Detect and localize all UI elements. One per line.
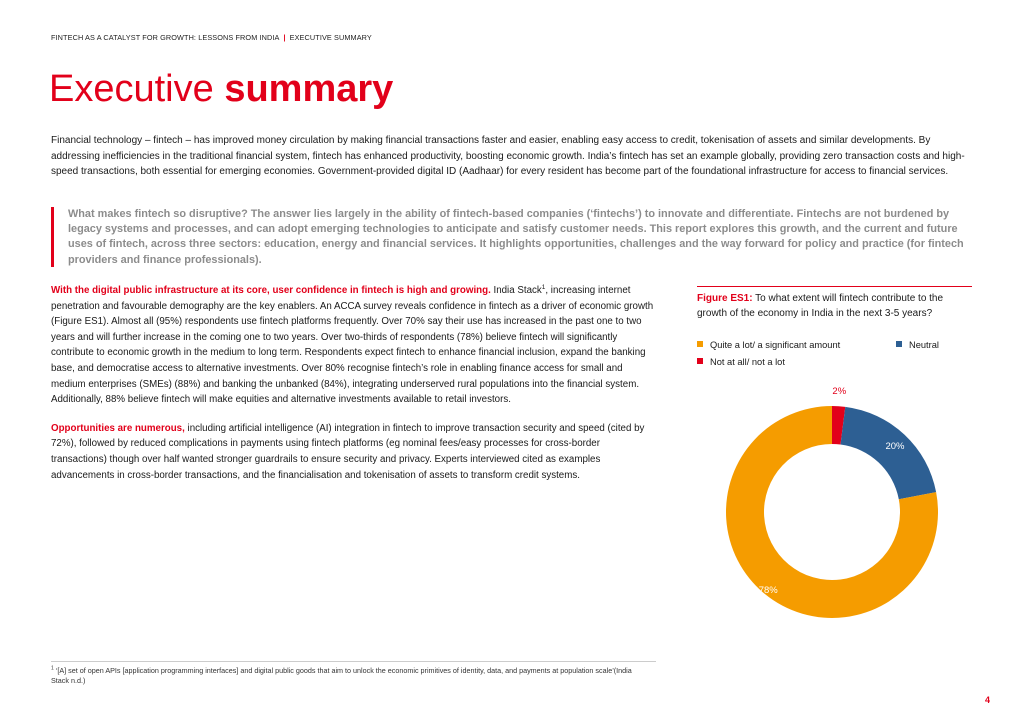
paragraph-2-lead: Opportunities are numerous,: [51, 422, 185, 434]
pull-quote-text: What makes fintech so disruptive? The answer lies largely in the ability of fintech-based companies (‘fintechs’) to innovate and differentiate. Fintechs are not burdened by legacy systems and processes, and can adopt emerging technologies to anticipate and satisfy customer needs. This report explores this growth, and the current and future uses of fintech, across three sectors: education, energy and financial services. It highlights opportunities, challenges and the way forward for policy and practice (for fintech providers and finance professionals).: [68, 208, 964, 266]
footnote-marker: 1: [51, 665, 54, 672]
legend-item-significant: [697, 339, 840, 351]
header-separator: |: [283, 33, 286, 42]
legend-swatch: [697, 358, 703, 364]
figure-label: Figure ES1:: [697, 293, 753, 304]
intro-paragraph: Financial technology – fintech – has improved money circulation by making financial transactions faster and easier, enabling easy access to credit, tokenisation of assets and similar developments. By addressing inefficiencies in the traditional financial system, fintech has enhanced productivity, boosting economic growth. India’s fintech has set an example globally, providing zero transaction costs and high-speed transactions, both essential for emerging economies. Government-provided digital ID (Aadhaar) for every resident has become part of the foundational infrastructure for access to financial services.: [51, 135, 965, 178]
legend-item-neutral: [896, 339, 939, 351]
legend-swatch: [896, 341, 902, 347]
donut-slice: [841, 407, 937, 499]
footnote: [51, 666, 651, 686]
running-header: [51, 33, 372, 42]
legend-swatch: [697, 341, 703, 347]
paragraph-1-text: , increasing internet penetration and favourable demography are the key enablers. An ACCA survey reveals confidence in fintech as a driver of economic growth (Figure ES1). Almost all (95%) respondents use fintech platforms frequently. Over 70% say their use has increased in the past one to two years and will further increase in the coming one to two years. Over two-thirds of respondents (78%) believe fintech will significantly contribute to economic growth in the medium to long term. Respondents expect fintech to enhance financial inclusion, expand the banking base, and democratise access to alternative investments. Over 80% recognise fintech’s role in enabling finance access for small and medium enterprises (SMEs) (88%) and banking the unbanked (84%), integrating underserved rural populations into the financial system. Additionally, 88% believe fintech will make equities and alternative investments available to retail investors.: [51, 285, 654, 406]
legend-label: Quite a lot/ a significant amount: [710, 340, 841, 350]
figure-caption-text: To what extent will fintech contribute to the growth of the economy in India in the next 3-5 years?: [697, 293, 944, 319]
donut-data-label: 78%: [758, 585, 778, 597]
pull-quote: [51, 207, 971, 267]
body-column: [51, 283, 656, 496]
donut-chart: [700, 380, 980, 630]
footnote-rule: [51, 661, 656, 662]
legend-label: Neutral: [909, 340, 939, 350]
header-subsection: EXECUTIVE SUMMARY: [289, 33, 372, 42]
donut-data-label: 2%: [832, 386, 847, 398]
title-light: Executive: [49, 68, 214, 110]
legend-label: Not at all/ not a lot: [710, 357, 785, 367]
footnote-text: ‘[A] set of open APIs [application programming interfaces] and digital public goods that aim to unlock the economic primitives of identity, data, and payments at population scale’(India Stack n.d.): [51, 666, 632, 685]
paragraph-2-text: including artificial intelligence (AI) integration in fintech to improve transaction security and speed (cited by 72%), followed by reduced complications in payments using fintech platforms (eg nominal fees/easy processes for cross-border transactions) though over half wanted stronger guardrails to ensure security and privacy. Experts interviewed cited as examples advancements in cross-border transactions, and the financialisation and tokenisation of assets to transform credit systems.: [51, 422, 645, 481]
paragraph-1-pre: India Stack: [490, 285, 542, 296]
body-paragraph-2: [51, 421, 656, 483]
footnote-ref: 1: [541, 283, 546, 291]
paragraph-1-lead: With the digital public infrastructure at its core, user confidence in fintech is high and growing.: [51, 285, 491, 296]
legend-item-not-at-all: [697, 356, 785, 368]
body-paragraph-1: [51, 283, 656, 408]
page-number: 4: [984, 695, 990, 705]
title-bold: summary: [224, 68, 394, 110]
figure-caption: [697, 292, 975, 321]
page-title: [49, 66, 393, 112]
header-section: FINTECH AS A CATALYST FOR GROWTH: LESSONS FROM INDIA: [51, 33, 280, 42]
donut-data-label: 20%: [885, 440, 905, 452]
figure-rule: [697, 286, 972, 287]
